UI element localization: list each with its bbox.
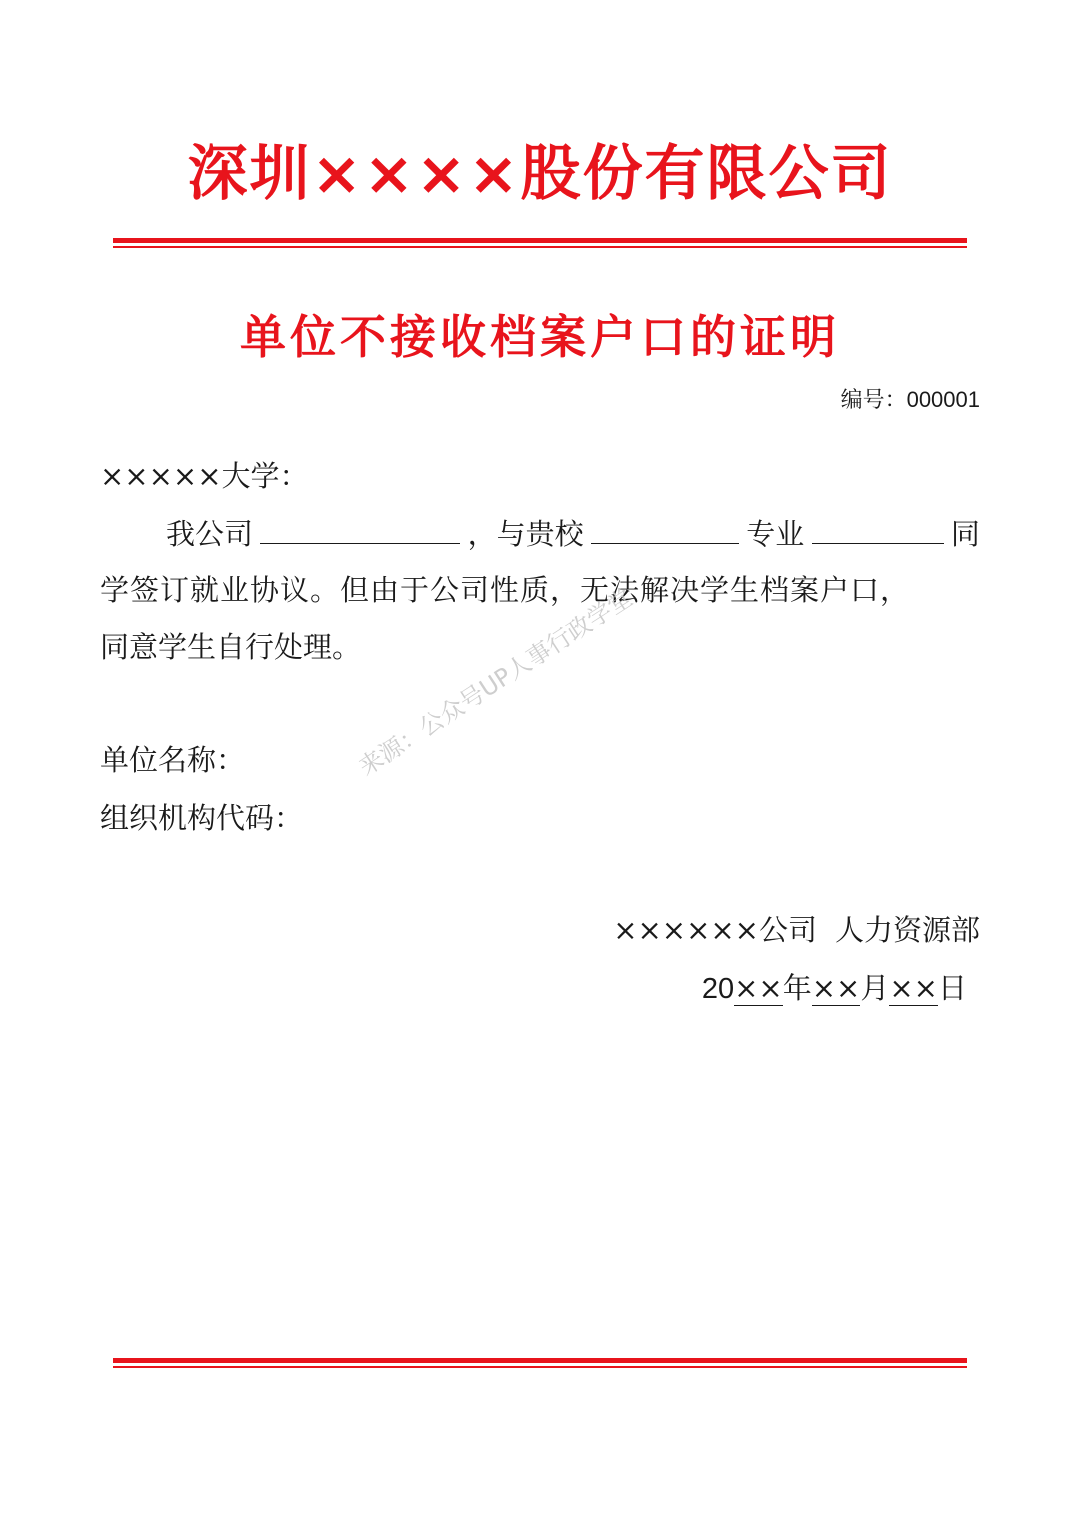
body-text-major: 专业 (746, 517, 805, 551)
company-letterhead: 深圳××××股份有限公司 (187, 139, 893, 209)
divider-thick-line (113, 238, 967, 243)
addressee: ×××××大学： (100, 459, 309, 493)
serial-number (841, 384, 980, 417)
serial-value: 000001 (906, 387, 980, 412)
date-day-label: 日 (937, 971, 967, 1005)
major-blank[interactable] (812, 515, 944, 544)
body-text-school: ，与贵校 (467, 517, 584, 551)
signature-date (702, 968, 967, 1009)
date-year-label: 年 (782, 971, 812, 1005)
date-month-label: 月 (860, 971, 890, 1005)
document-title: 单位不接收档案户口的证明 (240, 310, 840, 364)
letterhead-divider-top (113, 238, 967, 248)
source-watermark: 来源：公众号UP人事行政学堂 (353, 583, 638, 782)
divider-thick-line (113, 1358, 967, 1363)
divider-thin-line (113, 246, 967, 248)
body-text-company: 我公司 (166, 517, 254, 551)
date-month-blank[interactable]: ×× (811, 971, 861, 1005)
org-code-label: 组织机构代码： (100, 801, 304, 835)
date-year-prefix: 20 (701, 973, 735, 1005)
school-blank[interactable] (591, 515, 739, 544)
company-name-blank[interactable] (260, 515, 460, 544)
signature-line (613, 910, 980, 950)
signature-company: ××××××公司 (613, 913, 817, 947)
divider-thin-line (113, 1366, 967, 1368)
unit-name-label: 单位名称： (100, 743, 246, 777)
signature-department: 人力资源部 (834, 913, 980, 947)
body-paragraph-line-2: 学签订就业协议。但由于公司性质，无法解决学生档案户口， (100, 573, 911, 607)
letterhead-divider-bottom (113, 1358, 967, 1368)
serial-label: 编号： (840, 388, 907, 413)
body-text-classmate: 同 (950, 517, 980, 551)
body-paragraph-line-1 (166, 514, 980, 554)
date-year-blank[interactable]: ×× (734, 971, 783, 1005)
date-day-blank[interactable]: ×× (889, 971, 938, 1005)
body-paragraph-line-3: 同意学生自行处理。 (100, 630, 362, 664)
